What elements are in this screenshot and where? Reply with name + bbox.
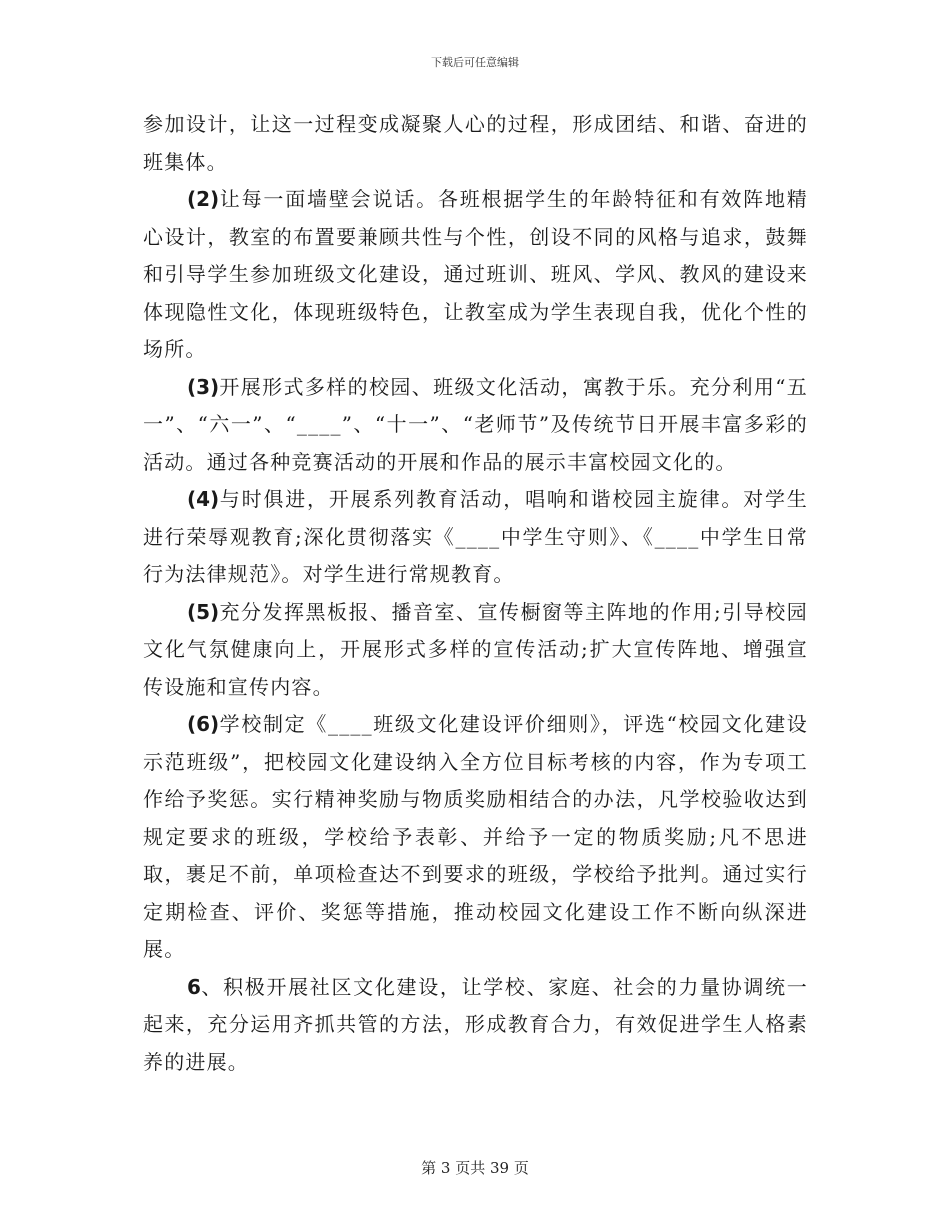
paragraph-text: 与时俱进，开展系列教育活动，唱响和谐校园主旋律。对学生进行荣辱观教育;深化贯彻落实《____中学生守则》、《____中学生日常行为法律规范》。对学生进行常规教育。 [143,487,808,586]
paragraph-number: (2) [187,187,220,211]
paragraph-text: 让每一面墙壁会说话。各班根据学生的年龄特征和有效阵地精心设计，教室的布置要兼顾共性与个性，创设不同的风格与追求，鼓舞和引导学生参加班级文化建设，通过班训、班风、学风、教风的建设来体现隐性文化，体现班级特色，让教室成为学生表现自我，优化个性的场所。 [143,187,808,361]
paragraph-item-2 [143,181,808,369]
paragraph-item-3 [143,369,808,482]
paragraph-number: (5) [187,599,220,624]
paragraph-text: 参加设计，让这一过程变成凝聚人心的过程，形成团结、和谐、奋进的班集体。 [143,112,808,174]
paragraph-number: (3) [187,374,220,399]
section-item-6 [143,969,808,1082]
page-number: 第 3 页共 39 页 [421,1159,529,1177]
paragraph-text: 充分发挥黑板报、播音室、宣传橱窗等主阵地的作用;引导校园文化气氛健康向上，开展形式多样的宣传活动;扩大宣传阵地、增强宣传设施和宣传内容。 [143,599,808,699]
paragraph-item-4 [143,481,808,594]
paragraph-text: 、积极开展社区文化建设，让学校、家庭、社会的力量协调统一起来，充分运用齐抓共管的方法，形成教育合力，有效促进学生人格素养的进展。 [143,974,808,1074]
paragraph-text: 学校制定《____班级文化建设评价细则》，评选“校园文化建设示范班级”，把校园文化建设纳入全方位目标考核的内容，作为专项工作给予奖惩。实行精神奖励与物质奖励相结合的办法，凡学校验收达到规定要求的班级，学校给予表彰、并给予一定的物质奖励;凡不思进取，裹足不前，单项检查达不到要求的班级，学校给予批判。通过实行定期检查、评价、奖惩等措施，推动校园文化建设工作不断向纵深进展。 [143,712,808,961]
document-body [143,106,808,1081]
section-number: 6 [187,974,201,999]
paragraph-item-6 [143,706,808,969]
paragraph-item-5 [143,594,808,707]
paragraph-number: (4) [187,487,220,511]
header-note: 下载后可任意编辑 [431,56,519,69]
paragraph-number: (6) [187,712,220,736]
paragraph-continuation [143,106,808,181]
paragraph-text: 开展形式多样的校园、班级文化活动，寓教于乐。充分利用“五一”、“六一”、“____”、“十一”、“老师节”及传统节日开展丰富多彩的活动。通过各种竞赛活动的开展和作品的展示丰富校园文化的。 [143,374,808,474]
